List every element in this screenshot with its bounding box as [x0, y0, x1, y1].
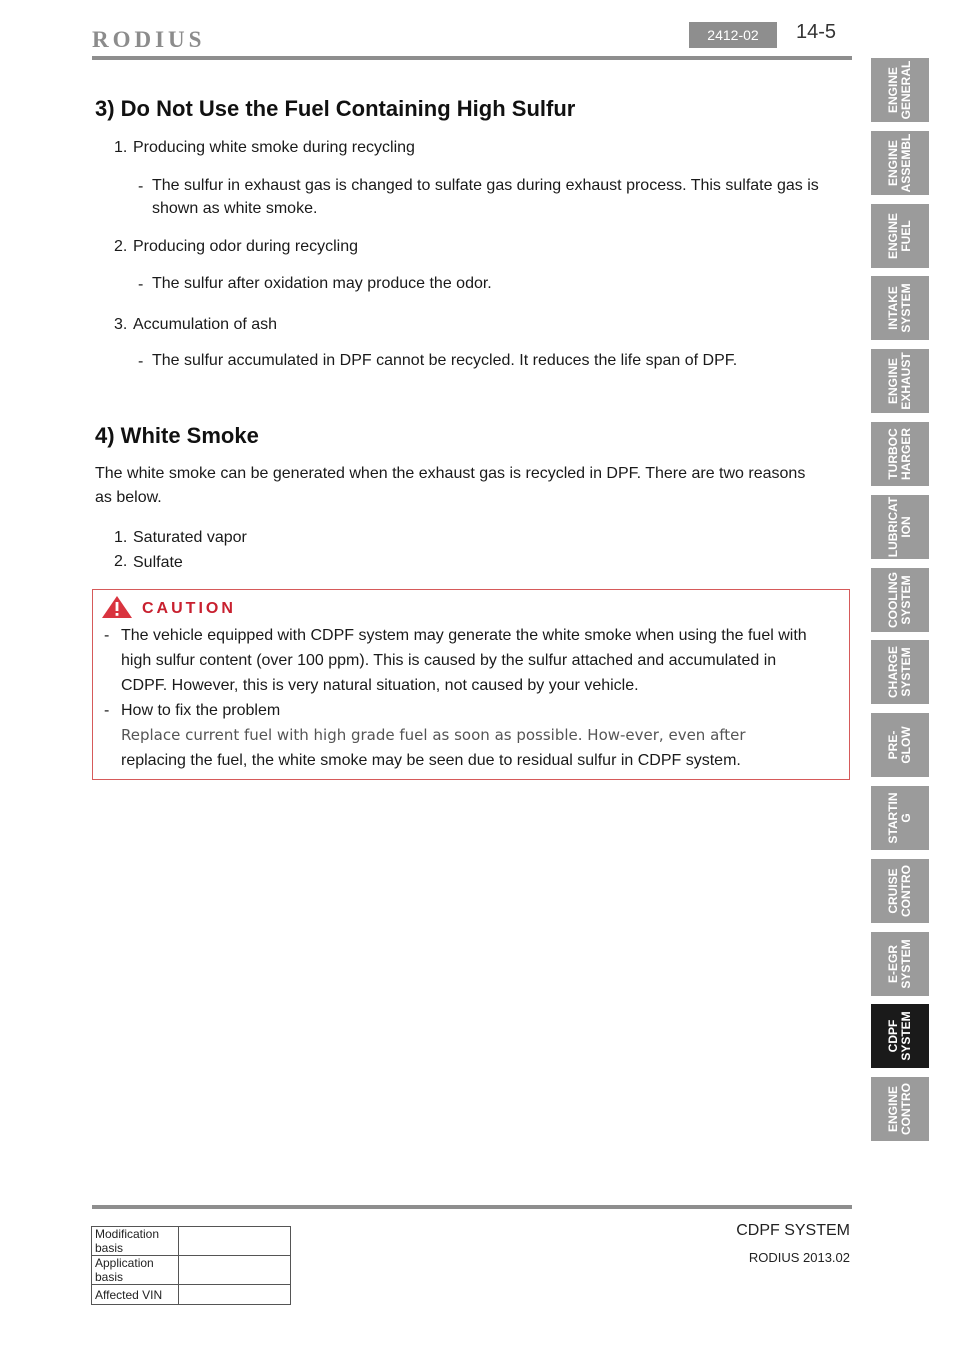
- caution-text: replacing the fuel, the white smoke may be seen due to residual sulfur in CDPF system.: [121, 752, 741, 769]
- revision-info-table: [91, 1226, 291, 1305]
- tab-label: STARTIN G: [886, 792, 913, 844]
- tab-engine-assembl[interactable]: [871, 131, 929, 195]
- tab-e-egr-system[interactable]: [871, 932, 929, 996]
- tab-label: CDPF SYSTEM: [886, 1011, 913, 1061]
- table-cell-label: Application basis: [92, 1256, 179, 1285]
- tab-engine-general[interactable]: [871, 58, 929, 122]
- bullet-dash: -: [104, 627, 110, 644]
- table-row: [92, 1256, 291, 1285]
- caution-text: Replace current fuel with high grade fuel as soon as possible. How-ever, even after: [121, 726, 746, 744]
- table-cell-value: [179, 1227, 291, 1256]
- list-number: 1.: [114, 529, 128, 546]
- table-cell-label: Affected VIN: [92, 1285, 179, 1305]
- bullet-dash: -: [138, 276, 144, 293]
- tab-label: TURBOC HARGER: [886, 428, 913, 481]
- tab-label: ENGINE EXHAUST: [886, 352, 913, 410]
- caution-text: The vehicle equipped with CDPF system may generate the white smoke when using the fuel with: [121, 627, 807, 644]
- section-4-intro: The white smoke can be generated when the exhaust gas is recycled in DPF. There are two reasons: [95, 465, 806, 482]
- bullet-dash: -: [138, 178, 144, 195]
- tab-intake-system[interactable]: [871, 276, 929, 340]
- tab-label: ENGINE GENERAL: [886, 60, 913, 120]
- footer-model-date: RODIUS 2013.02: [748, 1250, 850, 1265]
- tab-engine-fuel[interactable]: [871, 204, 929, 268]
- list-item-detail: The sulfur in exhaust gas is changed to sulfate gas during exhaust process. This sulfate gas is: [152, 177, 819, 194]
- tab-engine-exhaust[interactable]: [871, 349, 929, 413]
- section-4-title: 4) White Smoke: [95, 423, 259, 448]
- tab-lubricat-ion[interactable]: [871, 495, 929, 559]
- tab-label: ENGINE ASSEMBL: [886, 133, 913, 193]
- list-number: 2.: [114, 553, 128, 570]
- tab-cruise-contro[interactable]: [871, 859, 929, 923]
- tab-cdpf-system[interactable]: [871, 1004, 929, 1068]
- caution-text: How to fix the problem: [121, 702, 281, 719]
- table-row: [92, 1285, 291, 1305]
- tab-cooling-system[interactable]: [871, 568, 929, 632]
- tab-label: LUBRICAT ION: [886, 496, 913, 558]
- footer-section-title: CDPF SYSTEM: [736, 1222, 850, 1239]
- bullet-dash: -: [138, 353, 144, 370]
- caution-text: CDPF. However, this is very natural situation, not caused by your vehicle.: [121, 677, 639, 694]
- table-cell-value: [179, 1256, 291, 1285]
- tab-label: CHARGE SYSTEM: [886, 646, 913, 699]
- list-item-detail: The sulfur accumulated in DPF cannot be recycled. It reduces the life span of DPF.: [152, 352, 738, 369]
- table-cell-value: [179, 1285, 291, 1305]
- list-item-label: Producing white smoke during recycling: [133, 139, 415, 156]
- tab-pre-glow[interactable]: [871, 713, 929, 777]
- caution-text: high sulfur content (over 100 ppm). This is caused by the sulfur attached and accumulated in: [121, 652, 777, 669]
- section-3-title: 3) Do Not Use the Fuel Containing High Sulfur: [95, 96, 576, 121]
- table-cell-label: Modification basis: [92, 1227, 179, 1256]
- tab-label: COOLING SYSTEM: [886, 572, 913, 628]
- list-item-label: Accumulation of ash: [133, 316, 278, 333]
- tab-label: INTAKE SYSTEM: [886, 283, 913, 333]
- tab-engine-contro[interactable]: [871, 1077, 929, 1141]
- tab-turboc-harger[interactable]: [871, 422, 929, 486]
- list-item-detail: shown as white smoke.: [152, 200, 318, 217]
- tab-startin-g[interactable]: [871, 786, 929, 850]
- page-number: 14-5: [796, 21, 837, 43]
- list-item-detail: The sulfur after oxidation may produce the odor.: [152, 275, 492, 292]
- table-row: [92, 1227, 291, 1256]
- tab-label: ENGINE FUEL: [886, 213, 913, 260]
- bullet-dash: -: [104, 702, 110, 719]
- tab-charge-system[interactable]: [871, 640, 929, 704]
- list-item-label: Producing odor during recycling: [133, 238, 359, 255]
- brand-logo: RODIUS: [92, 27, 206, 52]
- tab-label: E-EGR SYSTEM: [886, 939, 913, 989]
- footer-divider: [92, 1205, 852, 1209]
- list-item-label: Saturated vapor: [133, 529, 247, 546]
- tab-label: ENGINE CONTRO: [886, 1083, 913, 1135]
- list-number: 3.: [114, 316, 128, 333]
- list-number: 1.: [114, 139, 128, 156]
- warning-triangle-icon: [101, 595, 133, 619]
- list-number: 2.: [114, 238, 128, 255]
- document-code-badge: 2412-02: [689, 22, 777, 48]
- caution-label: CAUTION: [142, 600, 236, 617]
- section-4-intro: as below.: [95, 489, 162, 506]
- tab-label: CRUISE CONTRO: [886, 865, 913, 917]
- tab-label: PRE- GLOW: [886, 726, 913, 764]
- header-divider: [92, 56, 852, 60]
- list-item-label: Sulfate: [133, 554, 183, 571]
